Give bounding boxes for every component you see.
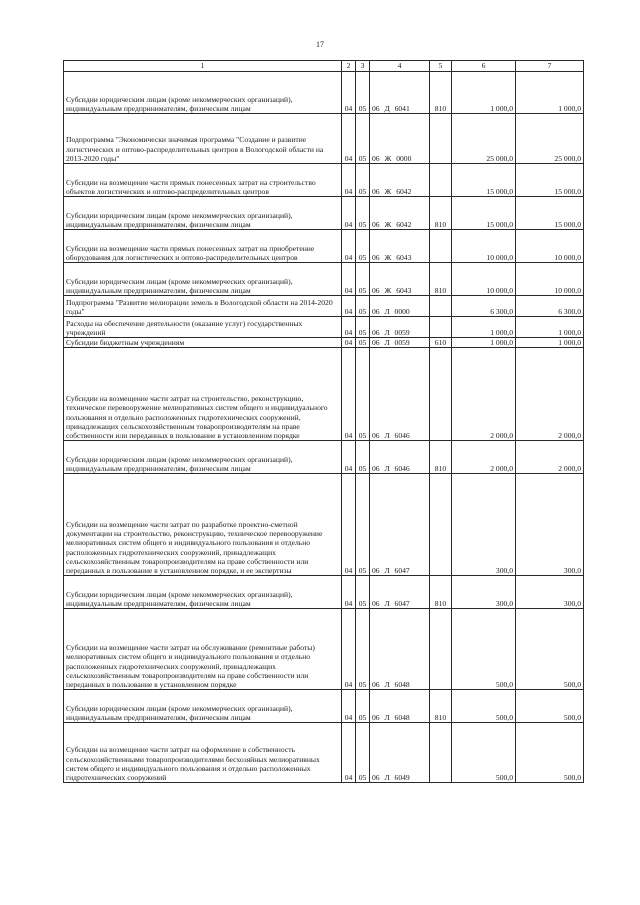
row-name: Субсидии на возмещение части прямых понесенных затрат на строительство объектов логистических и оптово-распределительных центров (64, 164, 342, 197)
section-code: 04 (342, 338, 356, 348)
expense-type-code (430, 296, 452, 317)
amount-year-2: 15 000,0 (516, 164, 584, 197)
expense-type-code: 610 (430, 338, 452, 348)
table-row (64, 197, 584, 230)
target-article-code: 06 Л 6047 (370, 576, 430, 609)
table-row (64, 114, 584, 164)
amount-year-1: 300,0 (452, 576, 516, 609)
amount-year-2: 500,0 (516, 609, 584, 690)
subsection-code: 05 (356, 474, 370, 576)
row-name: Субсидии на возмещение части затрат на обслуживание (ремонтные работы) мелиоративных систем общего и индивидуального пользования и отдельно расположенных гидротехнических сооружений, принадлежащих сельскохозяйственным товаропроизводителям на праве собственности или переданных в пользование в установленном порядке (64, 609, 342, 690)
row-name: Расходы на обеспечение деятельности (оказание услуг) государственных учреждений (64, 317, 342, 338)
target-article-code: 06 Л 6046 (370, 441, 430, 474)
table-row (64, 263, 584, 296)
target-article-code: 06 Ж 6043 (370, 230, 430, 263)
table-row (64, 576, 584, 609)
target-article-code: 06 Л 6048 (370, 690, 430, 723)
amount-year-1: 6 300,0 (452, 296, 516, 317)
section-code: 04 (342, 164, 356, 197)
amount-year-2: 25 000,0 (516, 114, 584, 164)
section-code: 04 (342, 317, 356, 338)
amount-year-1: 10 000,0 (452, 263, 516, 296)
target-article-code: 06 Ж 6043 (370, 263, 430, 296)
subsection-code: 05 (356, 576, 370, 609)
target-article-code: 06 Ж 6042 (370, 197, 430, 230)
expense-type-code (430, 317, 452, 338)
amount-year-1: 1 000,0 (452, 317, 516, 338)
section-code: 04 (342, 576, 356, 609)
expense-type-code: 810 (430, 690, 452, 723)
row-name: Подпрограмма "Развитие мелиорации земель в Вологодской области на 2014-2020 годы" (64, 296, 342, 317)
subsection-code: 05 (356, 609, 370, 690)
expense-type-code (430, 164, 452, 197)
amount-year-2: 10 000,0 (516, 263, 584, 296)
target-article-code: 06 Л 6048 (370, 609, 430, 690)
amount-year-1: 500,0 (452, 723, 516, 783)
amount-year-2: 6 300,0 (516, 296, 584, 317)
target-article-code: 06 Л 0059 (370, 317, 430, 338)
expense-type-code (430, 723, 452, 783)
subsection-code: 05 (356, 164, 370, 197)
table-row (64, 164, 584, 197)
header-cell: 5 (430, 61, 452, 72)
subsection-code: 05 (356, 723, 370, 783)
table-row (64, 441, 584, 474)
amount-year-2: 1 000,0 (516, 338, 584, 348)
target-article-code: 06 Д 6041 (370, 72, 430, 114)
table-row (64, 723, 584, 783)
section-code: 04 (342, 296, 356, 317)
amount-year-1: 15 000,0 (452, 197, 516, 230)
amount-year-1: 25 000,0 (452, 114, 516, 164)
row-name: Субсидии юридическим лицам (кроме некоммерческих организаций), индивидуальным предпринимателям, физическим лицам (64, 441, 342, 474)
amount-year-2: 1 000,0 (516, 72, 584, 114)
section-code: 04 (342, 723, 356, 783)
expense-type-code: 810 (430, 576, 452, 609)
amount-year-1: 2 000,0 (452, 348, 516, 441)
page-number: 17 (316, 40, 324, 49)
amount-year-1: 1 000,0 (452, 72, 516, 114)
table-row (64, 72, 584, 114)
amount-year-2: 300,0 (516, 576, 584, 609)
amount-year-2: 15 000,0 (516, 197, 584, 230)
row-name: Субсидии на возмещение части затрат на оформление в собственность сельскохозяйственными товаропроизводителями бесхозяйных мелиоративных систем общего и индивидуального пользования и отдельно расположенных гидротехнических сооружений (64, 723, 342, 783)
target-article-code: 06 Ж 6042 (370, 164, 430, 197)
expense-type-code: 810 (430, 441, 452, 474)
expense-type-code: 810 (430, 263, 452, 296)
amount-year-2: 1 000,0 (516, 317, 584, 338)
budget-table (63, 60, 584, 783)
table-row (64, 474, 584, 576)
amount-year-2: 2 000,0 (516, 348, 584, 441)
row-name: Субсидии бюджетным учреждениям (64, 338, 342, 348)
row-name: Подпрограмма "Экономически значимая программа "Создание и развитие логистических и оптово-распределительных центров в Вологодской области на 2013-2020 годы" (64, 114, 342, 164)
header-cell: 4 (370, 61, 430, 72)
expense-type-code (430, 348, 452, 441)
expense-type-code (430, 230, 452, 263)
section-code: 04 (342, 474, 356, 576)
subsection-code: 05 (356, 263, 370, 296)
expense-type-code (430, 474, 452, 576)
target-article-code: 06 Л 0059 (370, 338, 430, 348)
row-name: Субсидии юридическим лицам (кроме некоммерческих организаций), индивидуальным предпринимателям, физическим лицам (64, 576, 342, 609)
section-code: 04 (342, 609, 356, 690)
target-article-code: 06 Л 6046 (370, 348, 430, 441)
amount-year-2: 2 000,0 (516, 441, 584, 474)
header-cell: 3 (356, 61, 370, 72)
subsection-code: 05 (356, 197, 370, 230)
row-name: Субсидии юридическим лицам (кроме некоммерческих организаций), индивидуальным предпринимателям, физическим лицам (64, 263, 342, 296)
amount-year-1: 1 000,0 (452, 338, 516, 348)
amount-year-1: 500,0 (452, 690, 516, 723)
table-row (64, 296, 584, 317)
subsection-code: 05 (356, 441, 370, 474)
amount-year-2: 10 000,0 (516, 230, 584, 263)
amount-year-1: 500,0 (452, 609, 516, 690)
row-name: Субсидии юридическим лицам (кроме некоммерческих организаций), индивидуальным предпринимателям, физическим лицам (64, 197, 342, 230)
subsection-code: 05 (356, 296, 370, 317)
row-name: Субсидии на возмещение части прямых понесенных затрат на приобретение оборудования для логистических и оптово-распределительных центров (64, 230, 342, 263)
subsection-code: 05 (356, 338, 370, 348)
subsection-code: 05 (356, 348, 370, 441)
header-cell: 2 (342, 61, 356, 72)
section-code: 04 (342, 114, 356, 164)
section-code: 04 (342, 72, 356, 114)
section-code: 04 (342, 230, 356, 263)
amount-year-2: 300,0 (516, 474, 584, 576)
row-name: Субсидии юридическим лицам (кроме некоммерческих организаций), индивидуальным предпринимателям, физическим лицам (64, 72, 342, 114)
amount-year-2: 500,0 (516, 723, 584, 783)
amount-year-1: 300,0 (452, 474, 516, 576)
header-cell: 7 (516, 61, 584, 72)
section-code: 04 (342, 263, 356, 296)
target-article-code: 06 Л 6049 (370, 723, 430, 783)
header-cell: 1 (64, 61, 342, 72)
target-article-code: 06 Л 0000 (370, 296, 430, 317)
row-name: Субсидии юридическим лицам (кроме некоммерческих организаций), индивидуальным предпринимателям, физическим лицам (64, 690, 342, 723)
table-row (64, 348, 584, 441)
target-article-code: 06 Л 6047 (370, 474, 430, 576)
amount-year-1: 15 000,0 (452, 164, 516, 197)
target-article-code: 06 Ж 0000 (370, 114, 430, 164)
table-row (64, 317, 584, 338)
subsection-code: 05 (356, 114, 370, 164)
section-code: 04 (342, 441, 356, 474)
table-row (64, 609, 584, 690)
subsection-code: 05 (356, 690, 370, 723)
table-row (64, 338, 584, 348)
expense-type-code (430, 114, 452, 164)
subsection-code: 05 (356, 317, 370, 338)
row-name: Субсидии на возмещение части затрат на строительство, реконструкцию, техническое перевооружение мелиоративных систем общего и индивидуального пользования и отдельно расположенных гидротехнических сооружений, принадлежащих сельскохозяйственным товаропроизводителям на праве собственности или переданных в пользование в установленном порядке (64, 348, 342, 441)
section-code: 04 (342, 197, 356, 230)
header-cell: 6 (452, 61, 516, 72)
subsection-code: 05 (356, 230, 370, 263)
table-row (64, 690, 584, 723)
section-code: 04 (342, 348, 356, 441)
amount-year-1: 2 000,0 (452, 441, 516, 474)
expense-type-code: 810 (430, 72, 452, 114)
subsection-code: 05 (356, 72, 370, 114)
table-header-row (64, 61, 584, 72)
amount-year-2: 500,0 (516, 690, 584, 723)
expense-type-code: 810 (430, 197, 452, 230)
table-row (64, 230, 584, 263)
row-name: Субсидии на возмещение части затрат по разработке проектно-сметной документации на строительство, реконструкцию, техническое перевооружение мелиоративных систем общего и индивидуального пользования и отдельно расположенных гидротехнических сооружений, принадлежащих сельскохозяйственным товаропроизводителям на праве собственности или переданных в пользование в установленном порядке, и ее экспертизы (64, 474, 342, 576)
expense-type-code (430, 609, 452, 690)
section-code: 04 (342, 690, 356, 723)
amount-year-1: 10 000,0 (452, 230, 516, 263)
